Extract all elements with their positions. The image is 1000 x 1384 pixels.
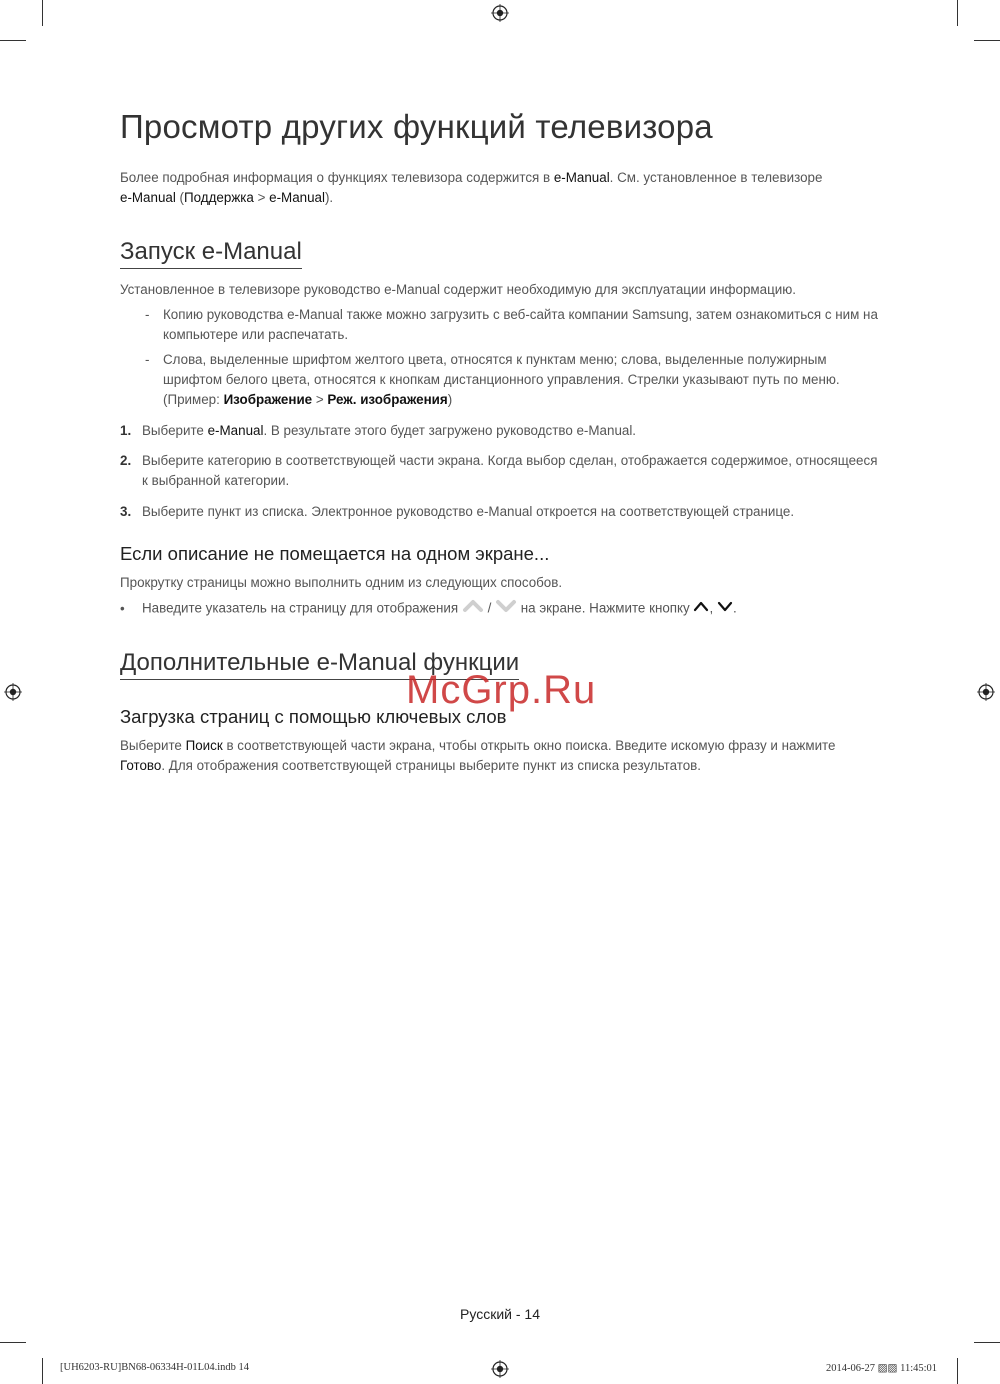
registration-mark-icon bbox=[491, 1360, 509, 1378]
emanual-menu-item: e-Manual bbox=[120, 190, 176, 205]
dash-mark: - bbox=[145, 352, 150, 367]
emanual-menu-item: e-Manual bbox=[269, 190, 325, 205]
intro-paragraph bbox=[120, 168, 880, 208]
step-number: 1. bbox=[120, 423, 132, 438]
up-button-icon bbox=[693, 599, 709, 619]
bullet-text: Наведите указатель на страницу для отображения bbox=[142, 600, 462, 616]
search-menu-item: Поиск bbox=[185, 738, 223, 753]
intro-text: Более подробная информация о функциях телевизора содержится в bbox=[120, 170, 554, 185]
step-number: 3. bbox=[120, 504, 132, 519]
note-text bbox=[163, 350, 885, 410]
crop-mark-top-left-h bbox=[0, 40, 26, 41]
path-separator: > bbox=[253, 190, 270, 205]
crop-mark-top-right-h bbox=[974, 40, 1000, 41]
step-text: Выберите категорию в соответствующей части экрана. Когда выбор сделан, отображается содержимое, относящееся к выбранной категории. bbox=[142, 453, 878, 488]
subsection-lead: Прокрутку страницы можно выполнить одним из следующих способов. bbox=[120, 575, 563, 590]
picture-menu-item: Изображение bbox=[223, 392, 313, 407]
section-heading-launch-emanual: Запуск e-Manual bbox=[120, 238, 302, 269]
scroll-down-arrow-icon bbox=[495, 598, 517, 620]
step-text-part: Выберите bbox=[142, 423, 208, 438]
step-item bbox=[120, 451, 880, 491]
step-number: 2. bbox=[120, 453, 132, 468]
print-slug-right: 2014-06-27 ▨▨ 11:45:01 bbox=[826, 1363, 938, 1374]
intro-text: . См. установленное в телевизоре bbox=[609, 170, 823, 185]
bullet-text: на экране. Нажмите кнопку bbox=[517, 600, 694, 616]
step-text: Выберите пункт из списка. Электронное руководство e-Manual откроется на соответствующей странице. bbox=[142, 504, 795, 519]
crop-mark-bottom-right-v bbox=[957, 1358, 958, 1384]
support-menu-item: Поддержка bbox=[184, 190, 254, 205]
step-text bbox=[142, 421, 880, 441]
keyword-search-paragraph bbox=[120, 736, 900, 776]
paragraph-text: Выберите bbox=[120, 738, 186, 753]
crop-mark-bottom-right-h bbox=[974, 1342, 1000, 1343]
step-item bbox=[120, 421, 880, 441]
subsection-heading-keyword-search: Загрузка страниц с помощью ключевых слов bbox=[120, 706, 507, 727]
intro-text: ( bbox=[175, 190, 185, 205]
note-item bbox=[145, 350, 885, 410]
registration-mark-icon bbox=[977, 683, 995, 701]
crop-mark-bottom-left-v bbox=[42, 1358, 43, 1384]
down-button-icon bbox=[717, 599, 733, 619]
step-text-part: . В результате этого будет загружено руководство e-Manual. bbox=[263, 423, 637, 438]
path-separator: > bbox=[312, 392, 328, 407]
paragraph-text: в соответствующей части экрана, чтобы открыть окно поиска. Введите искомую фразу и нажмите bbox=[222, 738, 836, 753]
picture-mode-menu-item: Реж. изображения bbox=[327, 392, 448, 407]
print-slug-left: [UH6203-RU]BN68-06334H-01L04.indb 14 bbox=[60, 1362, 249, 1373]
note-text-part: ) bbox=[447, 392, 453, 407]
section-lead: Установленное в телевизоре руководство e-Manual содержит необходимую для эксплуатации информацию. bbox=[120, 282, 797, 297]
crop-mark-bottom-left-h bbox=[0, 1342, 26, 1343]
bullet-text: . bbox=[732, 600, 737, 616]
note-text-part: Слова, выделенные шрифтом желтого цвета, относятся к пунктам меню; слова, выделенные полужирным шрифтом белого цвета, относятся к кнопкам дистанционного управления. Стрелки указывают путь по меню. (Пример: bbox=[163, 352, 840, 407]
bullet-mark: • bbox=[120, 600, 125, 616]
page-title: Просмотр других функций телевизора bbox=[120, 108, 713, 145]
registration-mark-icon bbox=[491, 4, 509, 22]
bullet-text: , bbox=[709, 600, 717, 616]
emanual-menu-item: e-Manual bbox=[553, 170, 610, 185]
dash-mark: - bbox=[145, 307, 150, 322]
section-heading-additional-functions: Дополнительные e-Manual функции bbox=[120, 649, 519, 680]
note-item bbox=[145, 305, 885, 345]
registration-mark-icon bbox=[4, 683, 22, 701]
crop-mark-top-right-v bbox=[957, 0, 958, 26]
paragraph-text: . Для отображения соответствующей страницы выберите пункт из списка результатов. bbox=[161, 758, 701, 773]
crop-mark-top-left-v bbox=[42, 0, 43, 26]
page-number: Русский - 14 bbox=[460, 1306, 540, 1322]
step-item bbox=[120, 502, 880, 522]
scroll-up-arrow-icon bbox=[462, 598, 484, 620]
done-menu-item: Готово bbox=[120, 758, 162, 773]
emanual-menu-item: e-Manual bbox=[207, 423, 264, 438]
bullet-text: / bbox=[483, 600, 496, 616]
subsection-heading-scroll: Если описание не помещается на одном экране... bbox=[120, 543, 550, 564]
bullet-item bbox=[120, 598, 900, 620]
note-text: Копию руководства e-Manual также можно загрузить с веб-сайта компании Samsung, затем ознакомиться с ним на компьютере или распечатать. bbox=[163, 307, 878, 342]
watermark: McGrp.Ru bbox=[406, 668, 597, 712]
intro-text: ). bbox=[324, 190, 334, 205]
